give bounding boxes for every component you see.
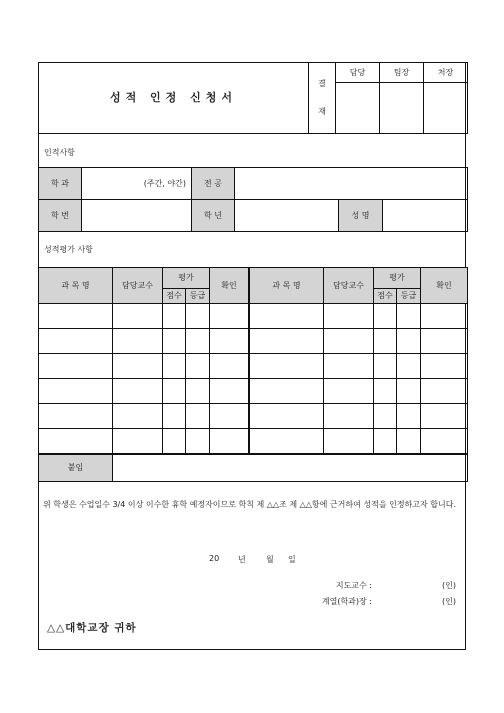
advisor-seal: (인) bbox=[442, 581, 456, 590]
label-text: 학 과 bbox=[51, 178, 69, 188]
header-score-right bbox=[373, 288, 397, 304]
grade-row-rank[interactable] bbox=[396, 303, 421, 329]
attachment-label bbox=[38, 454, 113, 482]
grade-row-rank[interactable] bbox=[396, 353, 421, 379]
grade-row-subject[interactable] bbox=[38, 428, 113, 454]
grade-row-confirm[interactable] bbox=[209, 428, 249, 454]
attachment-input[interactable] bbox=[112, 454, 468, 482]
approval-header-text: 팀장 bbox=[393, 67, 410, 77]
grade-row-rank[interactable] bbox=[396, 378, 421, 404]
grade-row-subject[interactable] bbox=[249, 303, 324, 329]
header-professor-left bbox=[112, 267, 163, 304]
grade-row-professor[interactable] bbox=[112, 328, 163, 354]
header-evaluation-left bbox=[162, 267, 210, 289]
name-label bbox=[338, 199, 383, 232]
grade-row-professor[interactable] bbox=[112, 378, 163, 404]
grade-row-rank[interactable] bbox=[185, 428, 210, 454]
header-subject-right bbox=[249, 267, 324, 304]
grade-row-professor[interactable] bbox=[323, 378, 374, 404]
date-year: 20 bbox=[209, 554, 220, 563]
grade-row-confirm[interactable] bbox=[420, 378, 468, 404]
grade-row-score[interactable] bbox=[373, 403, 397, 429]
grade-row-professor[interactable] bbox=[323, 428, 374, 454]
header-professor-right-text: 담당교수 bbox=[333, 280, 364, 290]
header-rank-right bbox=[396, 288, 421, 304]
grade-row-rank[interactable] bbox=[396, 403, 421, 429]
grade-row-rank[interactable] bbox=[396, 428, 421, 454]
header-confirm-left-text: 확인 bbox=[221, 280, 237, 290]
grade-row-score[interactable] bbox=[162, 428, 186, 454]
grade-row-rank[interactable] bbox=[185, 328, 210, 354]
grade-row-confirm[interactable] bbox=[420, 428, 468, 454]
name-input[interactable] bbox=[382, 199, 468, 232]
advisor-role: 지도교수 : bbox=[335, 581, 372, 590]
header-subject-left bbox=[38, 267, 113, 304]
grade-row-confirm[interactable] bbox=[209, 353, 249, 379]
grade-row-confirm[interactable] bbox=[209, 378, 249, 404]
grade-row-professor[interactable] bbox=[112, 303, 163, 329]
statement-text: 위 학생은 수업일수 3/4 이상 이수한 휴학 예정자이므로 학칙 제 △△조 제 △△항에 근거하여 성적을 인정하고자 합니다. bbox=[43, 500, 457, 509]
header-rank-left-text: 등급 bbox=[189, 291, 206, 301]
grade-row-subject[interactable] bbox=[249, 353, 324, 379]
header-subject-left-text: 과 목 명 bbox=[61, 280, 90, 290]
grade-row-score[interactable] bbox=[162, 303, 186, 329]
grade-row-subject[interactable] bbox=[38, 328, 113, 354]
date-day-unit: 일 bbox=[288, 555, 296, 564]
grade-row-confirm[interactable] bbox=[420, 303, 468, 329]
grade-row-confirm[interactable] bbox=[420, 403, 468, 429]
grade-row-professor[interactable] bbox=[323, 303, 374, 329]
closing-recipient: △△대학교장 귀하 bbox=[47, 622, 137, 634]
grade-row-confirm[interactable] bbox=[209, 403, 249, 429]
section-personal-label: 인적사항 bbox=[44, 148, 75, 157]
grade-row-confirm[interactable] bbox=[420, 353, 468, 379]
label-text: 붙임 bbox=[67, 463, 84, 473]
grade-row-subject[interactable] bbox=[249, 428, 324, 454]
header-evaluation-left-text: 평가 bbox=[178, 273, 194, 283]
title-box bbox=[38, 62, 309, 134]
grade-row-confirm[interactable] bbox=[209, 328, 249, 354]
approval-sign-director[interactable] bbox=[423, 82, 468, 134]
grade-row-score[interactable] bbox=[373, 328, 397, 354]
date-month-unit: 월 bbox=[266, 555, 274, 564]
header-score-right-text: 점수 bbox=[377, 291, 393, 301]
grade-row-professor[interactable] bbox=[323, 353, 374, 379]
department-input[interactable] bbox=[81, 167, 192, 200]
header-score-left bbox=[162, 288, 186, 304]
approval-label-cell bbox=[308, 62, 336, 134]
header-confirm-right bbox=[420, 267, 468, 304]
header-score-left-text: 점수 bbox=[166, 291, 182, 301]
grade-row-subject[interactable] bbox=[249, 328, 324, 354]
approval-header-teamlead bbox=[379, 62, 424, 83]
department-label bbox=[38, 167, 82, 200]
grade-row-rank[interactable] bbox=[185, 303, 210, 329]
grade-row-rank[interactable] bbox=[185, 353, 210, 379]
grade-row-subject[interactable] bbox=[249, 403, 324, 429]
grade-row-rank[interactable] bbox=[396, 328, 421, 354]
grade-row-professor[interactable] bbox=[112, 353, 163, 379]
dept-head-seal: (인) bbox=[442, 597, 456, 606]
grade-label bbox=[191, 199, 235, 232]
grade-row-professor[interactable] bbox=[323, 328, 374, 354]
header-confirm-left bbox=[209, 267, 249, 304]
grade-row-score[interactable] bbox=[162, 353, 186, 379]
label-text: 학 년 bbox=[204, 210, 222, 220]
grade-row-confirm[interactable] bbox=[420, 328, 468, 354]
grade-row-professor[interactable] bbox=[112, 403, 163, 429]
student-id-label bbox=[38, 199, 82, 232]
approval-label-1: 결 bbox=[318, 79, 326, 89]
day-night-hint: (주간, 야간) bbox=[143, 178, 186, 188]
form-title: 성적 인정 신청서 bbox=[109, 91, 238, 105]
application-form bbox=[38, 62, 466, 650]
grade-row-subject[interactable] bbox=[38, 378, 113, 404]
date-year-unit: 년 bbox=[238, 555, 246, 564]
grade-row-professor[interactable] bbox=[323, 403, 374, 429]
major-label bbox=[191, 167, 235, 200]
grade-row-subject[interactable] bbox=[38, 303, 113, 329]
header-professor-right bbox=[323, 267, 374, 304]
grade-row-confirm[interactable] bbox=[209, 303, 249, 329]
header-evaluation-right bbox=[373, 267, 421, 289]
approval-header-text: 담당 bbox=[349, 67, 366, 77]
student-id-input[interactable] bbox=[81, 199, 192, 232]
header-subject-right-text: 과 목 명 bbox=[272, 280, 301, 290]
grade-row-score[interactable] bbox=[373, 428, 397, 454]
approval-header-manager bbox=[335, 62, 380, 83]
grade-row-rank[interactable] bbox=[185, 378, 210, 404]
approval-header-director bbox=[423, 62, 468, 83]
header-professor-left-text: 담당교수 bbox=[122, 280, 153, 290]
grade-row-score[interactable] bbox=[373, 378, 397, 404]
grade-row-subject[interactable] bbox=[38, 403, 113, 429]
grade-row-subject[interactable] bbox=[249, 378, 324, 404]
label-text: 학 번 bbox=[51, 210, 69, 220]
header-evaluation-right-text: 평가 bbox=[389, 273, 405, 283]
section-eval-label: 성적평가 사항 bbox=[44, 245, 93, 254]
header-rank-right-text: 등급 bbox=[400, 291, 417, 301]
dept-head-role: 계열(학과)장 : bbox=[321, 597, 372, 606]
approval-sign-manager[interactable] bbox=[335, 82, 380, 134]
grade-row-score[interactable] bbox=[162, 403, 186, 429]
approval-sign-teamlead[interactable] bbox=[379, 82, 424, 134]
header-confirm-right-text: 확인 bbox=[436, 280, 452, 290]
label-text: 전 공 bbox=[204, 178, 222, 188]
approval-label-2: 재 bbox=[318, 107, 326, 116]
grade-row-rank[interactable] bbox=[185, 403, 210, 429]
label-text: 성 명 bbox=[351, 210, 370, 220]
grade-row-score[interactable] bbox=[373, 303, 397, 329]
grade-row-subject[interactable] bbox=[38, 353, 113, 379]
grade-row-score[interactable] bbox=[373, 353, 397, 379]
grade-row-score[interactable] bbox=[162, 378, 186, 404]
grade-row-score[interactable] bbox=[162, 328, 186, 354]
grade-input[interactable] bbox=[234, 199, 339, 232]
header-rank-left bbox=[185, 288, 210, 304]
approval-header-text: 처장 bbox=[437, 67, 454, 77]
grade-row-professor[interactable] bbox=[112, 428, 163, 454]
major-input[interactable] bbox=[234, 167, 468, 200]
